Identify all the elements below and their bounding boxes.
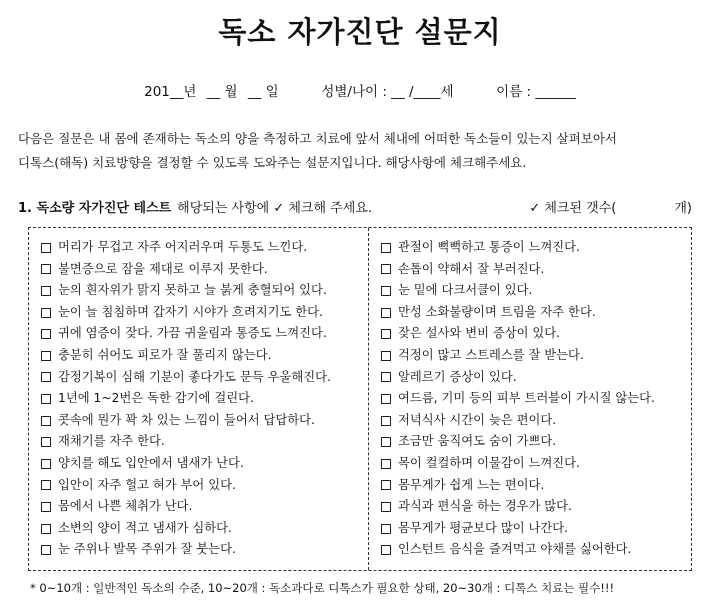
count-label: ✓ 체크된 갯수( <box>529 201 617 216</box>
checklist-item-label: 손톱이 약해서 잘 부러진다. <box>398 261 545 276</box>
checklist-right-column <box>381 237 686 561</box>
checkbox[interactable] <box>381 308 391 318</box>
checkbox[interactable] <box>381 459 391 469</box>
checklist-item[interactable] <box>41 539 366 561</box>
intro-line: 디톡스(해독) 치료방향을 결정할 수 있도록 도와주는 설문지입니다. 해당사항에 체크해주세요. <box>18 155 527 170</box>
page-title: 독소 자가진단 설문지 <box>218 15 502 49</box>
checklist-item-label: 목이 컬컬하며 이물감이 느껴진다. <box>398 455 580 470</box>
checklist-item-label: 관절이 뻑뻑하고 통증이 느껴진다. <box>398 240 580 254</box>
section-title: 1. 독소량 자가진단 테스트 <box>18 201 172 216</box>
intro-text <box>18 127 702 175</box>
checklist-item-label: 눈의 흰자위가 맑지 못하고 늘 붉게 충혈되어 있다. <box>58 283 327 298</box>
checkbox[interactable] <box>41 502 51 512</box>
checklist-item-label: 감정기복이 심해 기분이 좋다가도 문득 우울해진다. <box>58 369 331 384</box>
checklist-item-label: 몸무게가 쉽게 느는 편이다. <box>398 477 545 492</box>
checklist-item-label: 인스턴트 음식을 즐겨먹고 야채를 싫어한다. <box>398 542 632 557</box>
checklist-item-label: 양치를 해도 입안에서 냄새가 난다. <box>58 455 244 470</box>
checklist-item[interactable] <box>381 280 686 302</box>
checklist-item-label: 걱정이 많고 스트레스를 잘 받는다. <box>398 347 584 362</box>
checkbox[interactable] <box>41 264 51 274</box>
checklist-item-label: 조금만 움직여도 숨이 가쁘다. <box>398 434 557 449</box>
checkbox[interactable] <box>41 286 51 296</box>
checklist-item-label: 잦은 설사와 변비 증상이 있다. <box>398 326 561 341</box>
checklist-item[interactable] <box>381 237 686 259</box>
checkbox[interactable] <box>41 243 51 253</box>
checklist-item-label: 몸에서 나쁜 체취가 난다. <box>58 499 193 514</box>
checklist-item[interactable] <box>41 237 366 259</box>
checkbox[interactable] <box>381 416 391 426</box>
checkbox[interactable] <box>381 286 391 296</box>
checklist-item-label: 여드름, 기미 등의 피부 트러블이 가시질 않는다. <box>398 391 655 406</box>
checklist-item-label: 1년에 1~2번은 독한 감기에 걸린다. <box>58 391 254 406</box>
checklist-item[interactable] <box>381 496 686 518</box>
checklist-item[interactable] <box>381 453 686 475</box>
checklist-item[interactable] <box>41 323 366 345</box>
checklist-item-label: 소변의 양이 적고 냄새가 심하다. <box>58 520 232 535</box>
checklist-item[interactable] <box>41 280 366 302</box>
checklist-item-label: 눈 주위나 발목 주위가 잘 붓는다. <box>58 542 236 557</box>
checklist-item[interactable] <box>381 302 686 324</box>
checkbox[interactable] <box>41 524 51 534</box>
checklist-item[interactable] <box>41 302 366 324</box>
checklist-item[interactable] <box>41 367 366 389</box>
year-field[interactable]: 201__년 <box>144 84 197 100</box>
checklist-item[interactable] <box>41 410 366 432</box>
checklist-item[interactable] <box>41 475 366 497</box>
checklist-item-label: 눈 밑에 다크서클이 있다. <box>398 283 533 298</box>
gender-age-field[interactable]: 성별/나이 : __ /____세 <box>321 84 454 100</box>
checkbox[interactable] <box>41 480 51 490</box>
checklist-item[interactable] <box>41 496 366 518</box>
checkbox[interactable] <box>381 372 391 382</box>
checkbox[interactable] <box>41 372 51 382</box>
day-field[interactable]: __ 일 <box>247 84 279 100</box>
checklist-left-column <box>41 237 366 561</box>
checkbox[interactable] <box>41 545 51 555</box>
checklist-item[interactable] <box>381 410 686 432</box>
checklist-item-label: 눈이 늘 침침하며 갑자기 시야가 흐려지기도 한다. <box>58 304 323 319</box>
checklist-item[interactable] <box>41 431 366 453</box>
checklist-item[interactable] <box>41 453 366 475</box>
section-header <box>18 197 372 216</box>
checkbox[interactable] <box>381 502 391 512</box>
checklist-item-label: 재채기를 자주 한다. <box>58 434 165 449</box>
checkbox[interactable] <box>381 264 391 274</box>
checkbox[interactable] <box>381 524 391 534</box>
checklist-item[interactable] <box>41 259 366 281</box>
checkbox[interactable] <box>381 351 391 361</box>
checklist-item[interactable] <box>381 323 686 345</box>
checkbox[interactable] <box>381 437 391 447</box>
checkbox[interactable] <box>41 437 51 447</box>
checkbox[interactable] <box>41 394 51 404</box>
checkbox[interactable] <box>41 416 51 426</box>
checklist-item-label: 과식과 편식을 하는 경우가 많다. <box>398 499 572 514</box>
checklist-item[interactable] <box>41 345 366 367</box>
checklist-box <box>28 227 692 571</box>
checklist-item[interactable] <box>41 518 366 540</box>
checkbox[interactable] <box>41 329 51 339</box>
checkbox[interactable] <box>381 329 391 339</box>
checkbox[interactable] <box>41 308 51 318</box>
checklist-item-label: 콧속에 뭔가 꽉 차 있는 느낌이 들어서 답답하다. <box>58 412 315 427</box>
checklist-item-label: 입안이 자주 헐고 혀가 부어 있다. <box>58 477 236 492</box>
checklist-item[interactable] <box>381 539 686 561</box>
checklist-item-label: 충분히 쉬어도 피로가 잘 풀리지 않는다. <box>58 347 272 362</box>
checklist-item-label: 귀에 염증이 잦다. 가끔 귀울림과 통증도 느껴진다. <box>58 326 327 341</box>
checklist-item-label: 만성 소화불량이며 트림을 자주 한다. <box>398 304 596 319</box>
checklist-item-label: 저녁식사 시간이 늦은 편이다. <box>398 412 557 427</box>
column-divider <box>368 228 369 570</box>
name-field[interactable]: 이름 : ______ <box>496 84 576 100</box>
checkbox[interactable] <box>381 394 391 404</box>
month-field[interactable]: __ 월 <box>206 84 238 100</box>
checklist-item[interactable] <box>381 431 686 453</box>
checklist-item[interactable] <box>41 388 366 410</box>
checklist-item[interactable] <box>381 518 686 540</box>
checked-count <box>529 197 692 216</box>
checklist-item[interactable] <box>381 259 686 281</box>
checkbox[interactable] <box>381 545 391 555</box>
checkbox[interactable] <box>381 480 391 490</box>
checklist-item-label: 몸무게가 평균보다 많이 나간다. <box>398 520 569 535</box>
checklist-item-label: 알레르기 증상이 있다. <box>398 369 517 384</box>
checklist-item-label: 머리가 무겁고 자주 어지러우며 두통도 느낀다. <box>58 240 308 254</box>
checklist-item[interactable] <box>381 475 686 497</box>
checkbox[interactable] <box>381 243 391 253</box>
checklist-item[interactable] <box>381 367 686 389</box>
count-suffix: 개) <box>674 201 692 216</box>
checkbox[interactable] <box>41 351 51 361</box>
checkbox[interactable] <box>41 459 51 469</box>
intro-line: 다음은 질문은 내 몸에 존재하는 독소의 양을 측정하고 치료에 앞서 체내에 어떠한 독소들이 있는지 살펴보아서 <box>18 131 618 146</box>
scoring-footnote: * 0~10개 : 일반적인 독소의 수준, 10~20개 : 독소과다로 디톡스가 필요한 상태, 20~30개 : 디톡스 치료는 필수!!! <box>30 581 615 595</box>
checklist-item[interactable] <box>381 345 686 367</box>
section-instruction: 해당되는 사항에 ✓ 체크해 주세요. <box>177 201 372 216</box>
respondent-info <box>0 80 720 100</box>
checklist-item-label: 불면증으로 잠을 제대로 이루지 못한다. <box>58 261 268 276</box>
checklist-item[interactable] <box>381 388 686 410</box>
